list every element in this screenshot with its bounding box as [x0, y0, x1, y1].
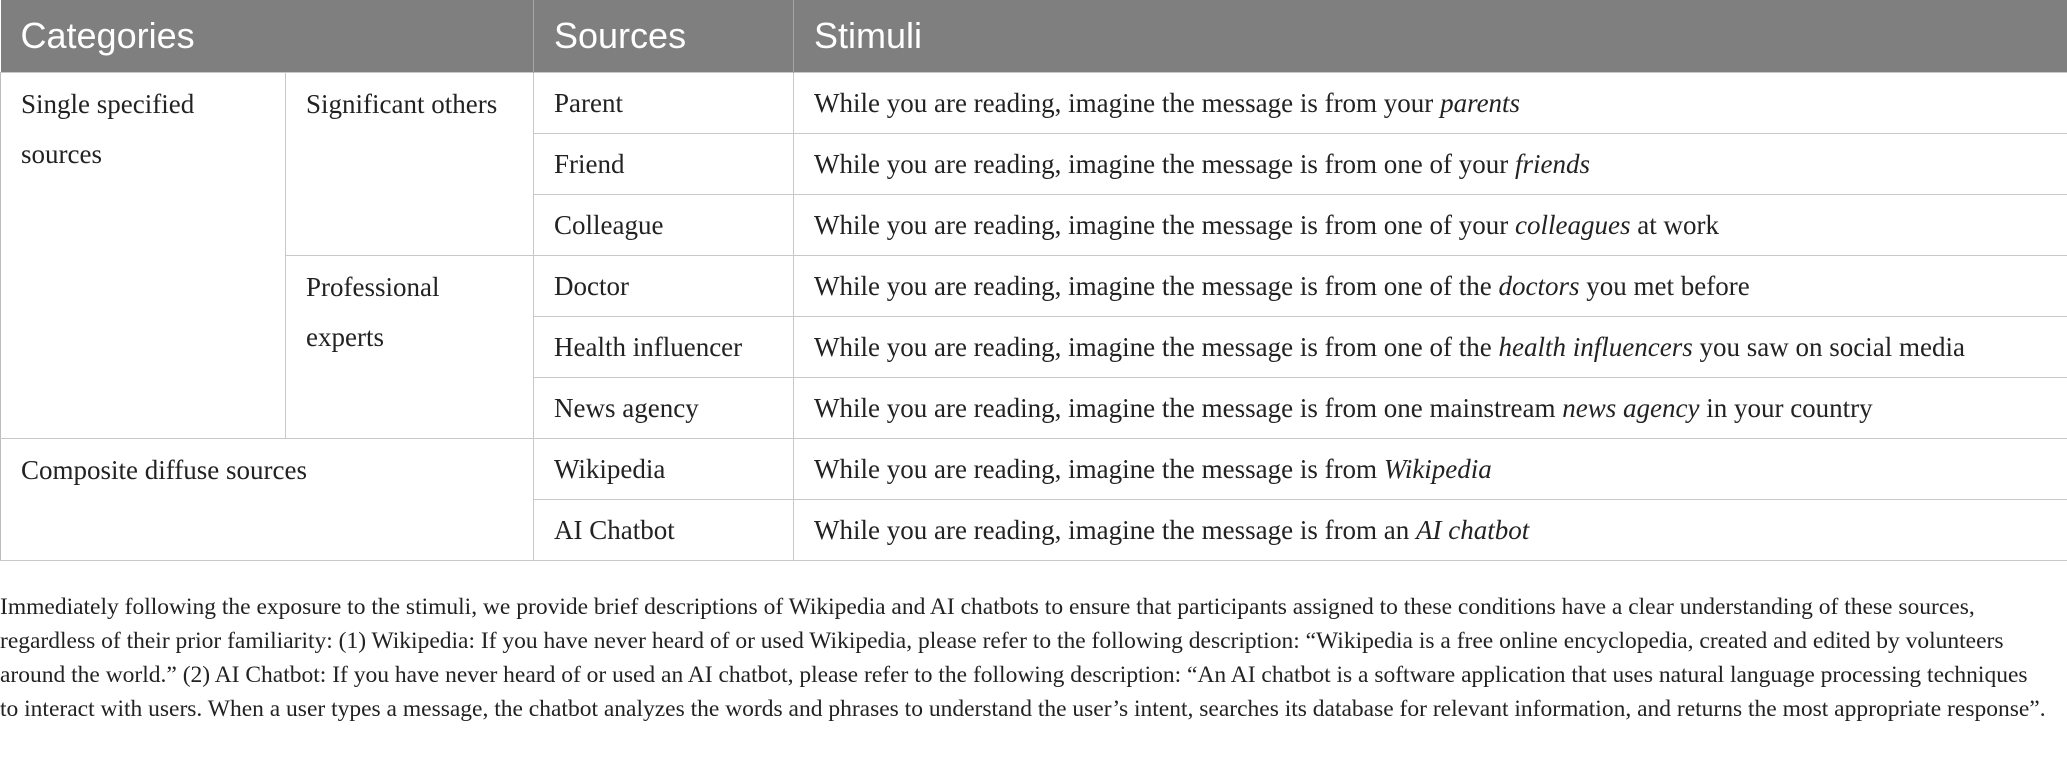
stimulus-cell: While you are reading, imagine the message is from one of the doctors you met before: [794, 255, 2067, 316]
stimulus-cell: While you are reading, imagine the message is from one of the health influencers you saw on social media: [794, 316, 2067, 377]
subcategory-significant-others: Significant others: [286, 72, 534, 255]
table-row: [1, 255, 2067, 316]
table-row: [1, 438, 2067, 499]
category-composite-diffuse: Composite diffuse sources: [1, 438, 534, 560]
source-cell: News agency: [534, 377, 794, 438]
source-cell: AI Chatbot: [534, 499, 794, 560]
source-cell: Friend: [534, 133, 794, 194]
source-cell: Doctor: [534, 255, 794, 316]
source-cell: Parent: [534, 72, 794, 133]
stimulus-cell: While you are reading, imagine the message is from one of your friends: [794, 133, 2067, 194]
stimulus-cell: While you are reading, imagine the message is from one of your colleagues at work: [794, 194, 2067, 255]
table-row: [1, 72, 2067, 133]
category-single-specified: Single specified sources: [1, 72, 286, 438]
header-stimuli: Stimuli: [794, 0, 2067, 72]
source-cell: Wikipedia: [534, 438, 794, 499]
table-footnote: Immediately following the exposure to the stimuli, we provide brief descriptions of Wikipedia and AI chatbots to ensure that participants assigned to these conditions have a clear understanding of these sources, regardless of their prior familiarity: (1) Wikipedia: If you have never heard of or used Wikipedia, please refer to the following description: “Wikipedia is a free online encyclopedia, created and edited by volunteers around the world.” (2) AI Chatbot: If you have never heard of or used an AI chatbot, please refer to the following description: “An AI chatbot is a software application that uses natural language processing techniques to interact with users. When a user types a message, the chatbot analyzes the words and phrases to understand the user’s intent, searches its database for relevant information, and returns the most appropriate response”.: [0, 593, 2046, 722]
stimulus-cell: While you are reading, imagine the message is from one mainstream news agency in your country: [794, 377, 2067, 438]
subcategory-professional-experts: Professional experts: [286, 255, 534, 438]
source-cell: Colleague: [534, 194, 794, 255]
source-cell: Health influencer: [534, 316, 794, 377]
stimulus-cell: While you are reading, imagine the message is from Wikipedia: [794, 438, 2067, 499]
stimulus-cell: While you are reading, imagine the message is from an AI chatbot: [794, 499, 2067, 560]
header-categories: Categories: [1, 0, 534, 72]
header-sources: Sources: [534, 0, 794, 72]
table-header-row: [1, 0, 2067, 72]
stimulus-cell: While you are reading, imagine the message is from your parents: [794, 72, 2067, 133]
